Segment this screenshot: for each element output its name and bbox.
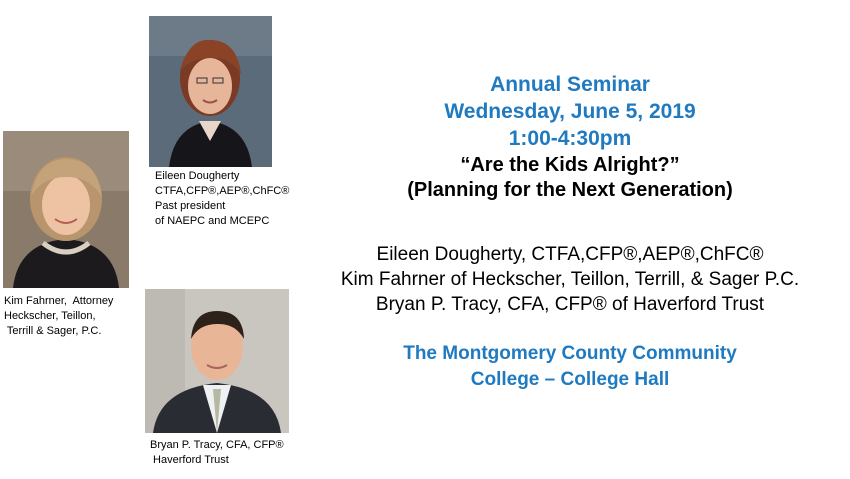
speaker-line: Bryan P. Tracy, CFA, CFP® of Haverford Trust [375,294,765,315]
kim-fahrner-photo [3,131,129,288]
eileen-dougherty-photo [149,16,272,167]
speaker-line: Kim Fahrner of Heckscher, Teillon, Terrill, & Sager P.C. [340,269,800,290]
event-subtitle: (Planning for the Next Generation) [407,179,733,201]
event-title: Annual Seminar [490,73,650,96]
caption-line: of NAEPC and MCEPC [155,215,270,227]
caption-line: CTFA,CFP®,AEP®,ChFC® [155,185,290,197]
caption-line: Eileen Dougherty [155,170,240,182]
speaker-line: Eileen Dougherty, CTFA,CFP®,AEP®,ChFC® [376,244,764,265]
venue-line: College – College Hall [470,369,670,390]
bryan-tracy-photo [145,289,289,433]
caption-line: Haverford Trust [150,454,229,466]
caption-line: Past president [155,200,226,212]
eileen-dougherty-caption [155,169,289,229]
event-date: Wednesday, June 5, 2019 [444,100,696,123]
caption-line: Heckscher, Teillon, [4,310,96,322]
caption-line: Bryan P. Tracy, CFA, CFP® [150,439,284,451]
kim-fahrner-caption [4,294,113,339]
bryan-tracy-caption [150,438,284,468]
caption-line: Terrill & Sager, P.C. [4,325,102,337]
event-time: 1:00-4:30pm [508,127,632,150]
caption-line: Kim Fahrner, Attorney [4,295,114,307]
venue-line: The Montgomery County Community [403,343,737,364]
event-topic: “Are the Kids Alright?” [460,154,680,176]
